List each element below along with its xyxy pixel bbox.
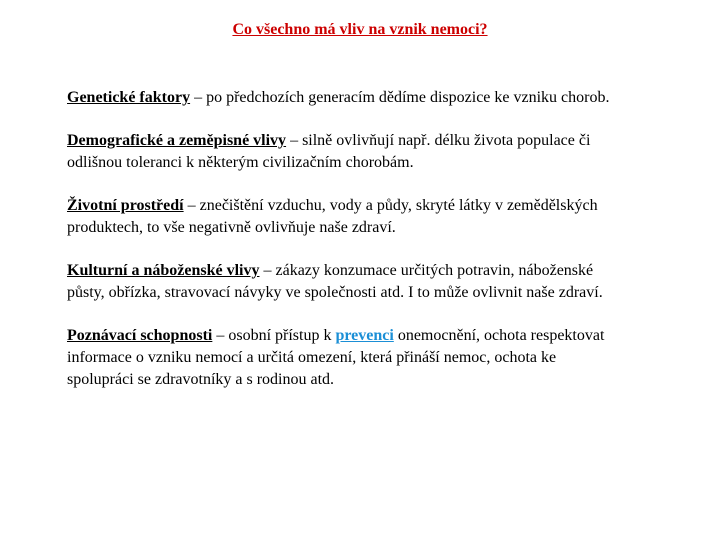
paragraph-line: odlišnou toleranci k některým civilizačním chorobám. (67, 154, 414, 171)
term-environment: Životní prostředí (67, 197, 184, 214)
paragraph-text: – zákazy konzumace určitých potravin, náboženské (259, 262, 594, 279)
paragraph-text: – znečištění vzduchu, vody a půdy, skryté látky v zemědělských (183, 197, 598, 214)
paragraph-text: – po předchozích generacím dědíme dispozice ke vzniku chorob. (190, 89, 610, 106)
paragraph-line (67, 195, 692, 217)
paragraph-line: spolupráci se zdravotníky a s rodinou atd. (67, 371, 335, 388)
paragraph-text: onemocnění, ochota respektovat (393, 327, 605, 344)
paragraph-genetic-factors (67, 87, 692, 109)
paragraph-line (67, 325, 692, 347)
paragraph-line (67, 87, 692, 109)
term-demographic-geographic: Demografické a zeměpisné vlivy (67, 132, 287, 149)
paragraph-line: produktech, to vše negativně ovlivňuje naše zdraví. (67, 219, 396, 236)
paragraph-line (67, 260, 692, 282)
paragraph-text: – silně ovlivňují např. délku života populace či (286, 132, 591, 149)
paragraph-text: – osobní přístup k (212, 327, 336, 344)
paragraph-demographic-geographic (67, 130, 692, 174)
term-cognitive-abilities: Poznávací schopnosti (67, 327, 213, 344)
paragraph-cognitive-abilities (67, 325, 692, 391)
paragraph-line: půsty, obřízka, stravovací návyky ve společnosti atd. I to může ovlivnit naše zdraví. (67, 284, 603, 301)
slide-title: Co všechno má vliv na vznik nemoci? (232, 21, 488, 38)
paragraph-cultural-religious (67, 260, 692, 304)
paragraph-environment (67, 195, 692, 239)
term-genetic-factors: Genetické faktory (67, 89, 191, 106)
paragraph-line (67, 130, 692, 152)
prevention-link[interactable]: prevenci (335, 327, 394, 344)
term-cultural-religious: Kulturní a náboženské vlivy (67, 262, 260, 279)
content-body (67, 87, 692, 412)
paragraph-line: informace o vzniku nemocí a určitá omezení, která přináší nemoc, ochota ke (67, 349, 557, 366)
